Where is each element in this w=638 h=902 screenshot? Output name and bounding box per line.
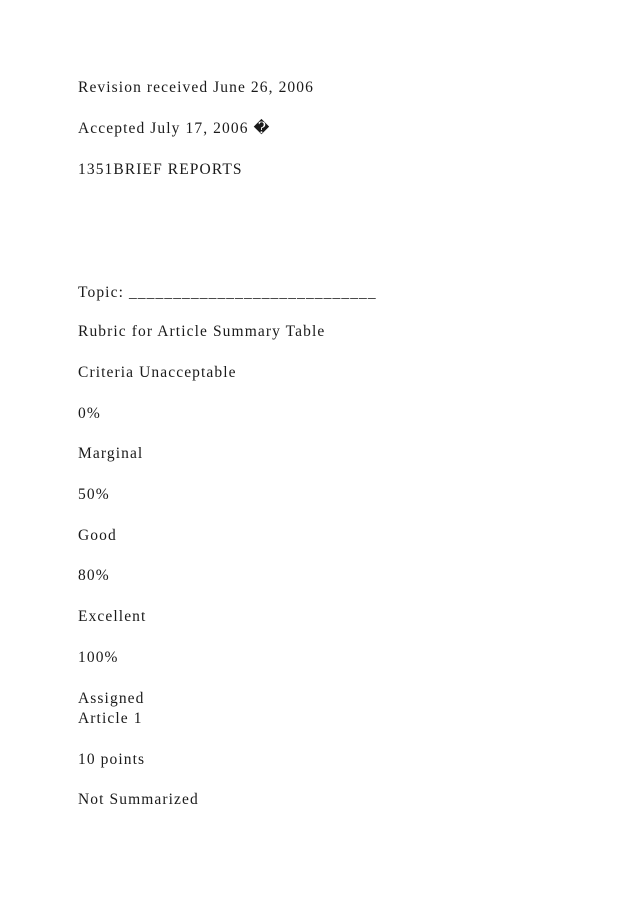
marginal-percent: 50% [78, 486, 110, 503]
topic-line: Topic: ____________________________ [78, 284, 377, 301]
unacceptable-percent: 0% [78, 405, 101, 422]
criteria-unacceptable-label: Criteria Unacceptable [78, 364, 237, 381]
excellent-label: Excellent [78, 608, 147, 625]
marginal-label: Marginal [78, 445, 144, 462]
good-label: Good [78, 527, 117, 544]
assigned-label: Assigned [78, 690, 145, 707]
excellent-percent: 100% [78, 649, 119, 666]
points-label: 10 points [78, 751, 146, 768]
brief-reports-header: 1351BRIEF REPORTS [78, 161, 243, 178]
rubric-title: Rubric for Article Summary Table [78, 323, 326, 340]
revision-received-line: Revision received June 26, 2006 [78, 79, 314, 96]
good-percent: 80% [78, 567, 110, 584]
accepted-line: Accepted July 17, 2006 � [78, 120, 271, 137]
article-1-label: Article 1 [78, 710, 143, 727]
not-summarized-label: Not Summarized [78, 791, 199, 808]
